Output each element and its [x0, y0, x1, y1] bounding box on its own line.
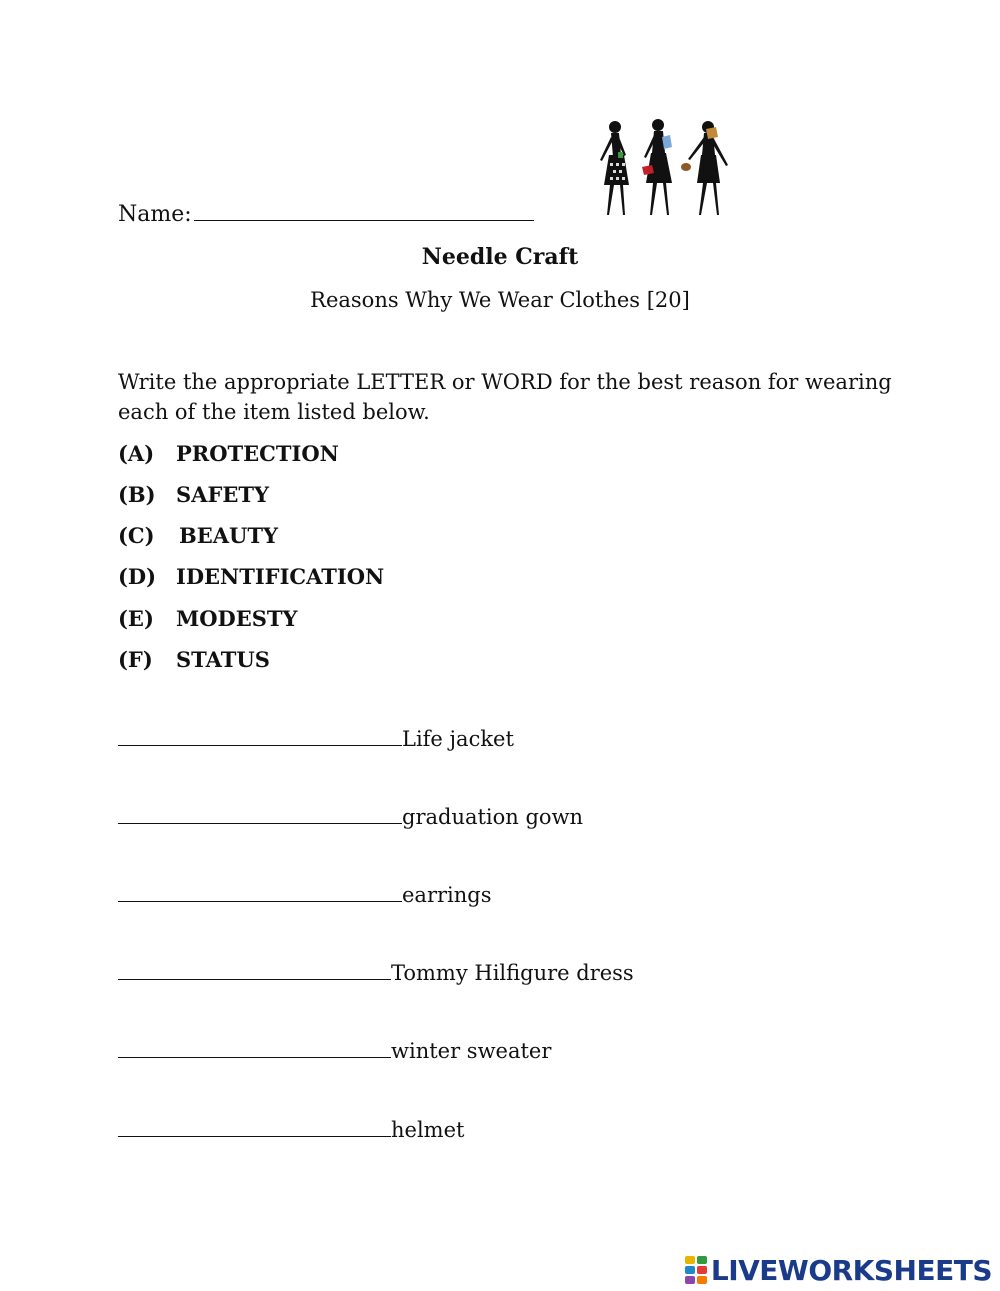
option-letter: (B) [118, 482, 156, 507]
answer-blank[interactable] [118, 881, 402, 902]
option-f [118, 647, 270, 672]
option-letter: (D) [118, 564, 157, 589]
answer-blank[interactable] [118, 959, 391, 980]
instructions-text: Write the appropriate LETTER or WORD for the best reason for wearing each of the item listed below. [118, 370, 892, 424]
option-word: SAFETY [176, 482, 269, 507]
answer-blank[interactable] [118, 725, 402, 746]
item-label: Tommy Hilfigure dress [391, 961, 634, 985]
item-label: winter sweater [391, 1039, 552, 1063]
answer-item-earrings [118, 881, 492, 907]
answer-blank[interactable] [118, 1116, 391, 1137]
answer-item-tommy-dress [118, 959, 634, 985]
answer-item-helmet [118, 1116, 464, 1142]
item-label: earrings [402, 883, 492, 907]
logo-mark-icon [685, 1256, 707, 1284]
answer-item-life-jacket [118, 725, 514, 751]
answer-item-winter-sweater [118, 1037, 551, 1063]
option-letter: (F) [118, 647, 153, 672]
option-letter: (A) [118, 441, 155, 466]
option-word: STATUS [176, 647, 270, 672]
page-title: Needle Craft [421, 244, 579, 270]
option-word: PROTECTION [176, 441, 339, 466]
option-letter: (C) [118, 523, 155, 548]
option-e [118, 606, 298, 631]
name-field [118, 200, 534, 227]
option-word: IDENTIFICATION [176, 564, 385, 589]
option-word: BEAUTY [179, 523, 278, 548]
answer-blank[interactable] [118, 803, 402, 824]
item-label: graduation gown [402, 805, 584, 829]
name-label: Name: [118, 202, 192, 227]
answer-blank[interactable] [118, 1037, 391, 1058]
answer-item-graduation-gown [118, 803, 583, 829]
logo-text: LIVEWORKSHEETS [710, 1253, 992, 1287]
option-c [118, 523, 278, 548]
option-a [118, 441, 339, 466]
item-label: Life jacket [402, 727, 514, 751]
item-label: helmet [391, 1118, 465, 1142]
option-d [118, 564, 384, 589]
liveworksheets-logo[interactable] [685, 1253, 992, 1287]
option-letter: (E) [118, 606, 154, 631]
option-word: MODESTY [176, 606, 298, 631]
women-silhouettes-icon [580, 115, 740, 225]
name-blank[interactable] [194, 200, 534, 221]
page-subtitle: Reasons Why We Wear Clothes [20] [310, 288, 690, 312]
option-b [118, 482, 269, 507]
